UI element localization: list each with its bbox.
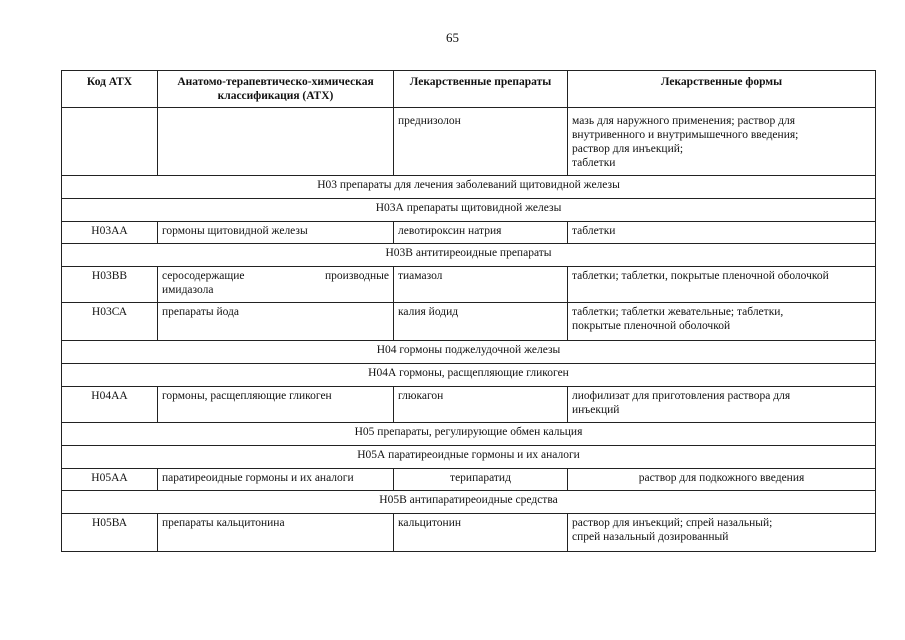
- header-drugs: Лекарственные препараты: [394, 71, 568, 108]
- section-h05b: Н05В антипаратиреоидные средства: [62, 491, 876, 514]
- header-forms: Лекарственные формы: [568, 71, 876, 108]
- cell-forms: таблетки; таблетки жевательные; таблетки, покрытые пленочной оболочкой: [568, 303, 876, 341]
- cell-code: Н03АА: [62, 222, 158, 244]
- classification-word: серосодержащие: [162, 270, 245, 282]
- section-row: [62, 423, 876, 446]
- table-row: [62, 514, 876, 552]
- cell-code: Н04АА: [62, 387, 158, 423]
- classification-word: имидазола: [162, 284, 214, 296]
- section-h03: Н03 препараты для лечения заболеваний щитовидной железы: [62, 176, 876, 199]
- section-h05a: Н05А паратиреоидные гормоны и их аналоги: [62, 446, 876, 469]
- header-classification: Анатомо-терапевтическо-химическая классификация (АТХ): [158, 71, 394, 108]
- cell-forms: лиофилизат для приготовления раствора для инъекций: [568, 387, 876, 423]
- cell-classification: препараты кальцитонина: [158, 514, 394, 552]
- atx-table: [61, 70, 876, 552]
- table-row: [62, 267, 876, 303]
- cell-code: [62, 108, 158, 176]
- table-row: [62, 387, 876, 423]
- section-row: [62, 341, 876, 364]
- cell-drug: глюкагон: [394, 387, 568, 423]
- section-h03a: Н03А препараты щитовидной железы: [62, 199, 876, 222]
- cell-code: Н03ВВ: [62, 267, 158, 303]
- table-row: [62, 469, 876, 491]
- cell-code: Н05ВА: [62, 514, 158, 552]
- section-h03b: Н03В антитиреоидные препараты: [62, 244, 876, 267]
- table-row: [62, 108, 876, 176]
- cell-code: Н05АА: [62, 469, 158, 491]
- section-row: [62, 199, 876, 222]
- cell-drug: терипаратид: [394, 469, 568, 491]
- cell-drug: тиамазол: [394, 267, 568, 303]
- table-row: [62, 222, 876, 244]
- cell-forms: таблетки: [568, 222, 876, 244]
- section-row: [62, 446, 876, 469]
- section-row: [62, 176, 876, 199]
- page-number: 65: [446, 30, 459, 45]
- section-h05: Н05 препараты, регулирующие обмен кальция: [62, 423, 876, 446]
- cell-drug: левотироксин натрия: [394, 222, 568, 244]
- cell-classification: паратиреоидные гормоны и их аналоги: [158, 469, 394, 491]
- table-row: [62, 303, 876, 341]
- cell-classification: гормоны, расщепляющие гликоген: [158, 387, 394, 423]
- cell-drug: кальцитонин: [394, 514, 568, 552]
- section-row: [62, 491, 876, 514]
- header-code: Код АТХ: [62, 71, 158, 108]
- section-row: [62, 364, 876, 387]
- cell-code: Н03СА: [62, 303, 158, 341]
- table-header-row: [62, 71, 876, 108]
- cell-classification: [158, 267, 394, 303]
- cell-forms: раствор для инъекций; спрей назальный; спрей назальный дозированный: [568, 514, 876, 552]
- section-h04: Н04 гормоны поджелудочной железы: [62, 341, 876, 364]
- cell-drug: калия йодид: [394, 303, 568, 341]
- cell-drug: преднизолон: [394, 108, 568, 176]
- cell-forms: мазь для наружного применения; раствор для внутривенного и внутримышечного введения; раствор для инъекций; таблетки: [568, 108, 876, 176]
- classification-word: производные: [325, 270, 389, 282]
- cell-classification: препараты йода: [158, 303, 394, 341]
- section-h04a: Н04А гормоны, расщепляющие гликоген: [62, 364, 876, 387]
- cell-classification: гормоны щитовидной железы: [158, 222, 394, 244]
- section-row: [62, 244, 876, 267]
- cell-forms: раствор для подкожного введения: [568, 469, 876, 491]
- cell-classification: [158, 108, 394, 176]
- cell-forms: таблетки; таблетки, покрытые пленочной оболочкой: [568, 267, 876, 303]
